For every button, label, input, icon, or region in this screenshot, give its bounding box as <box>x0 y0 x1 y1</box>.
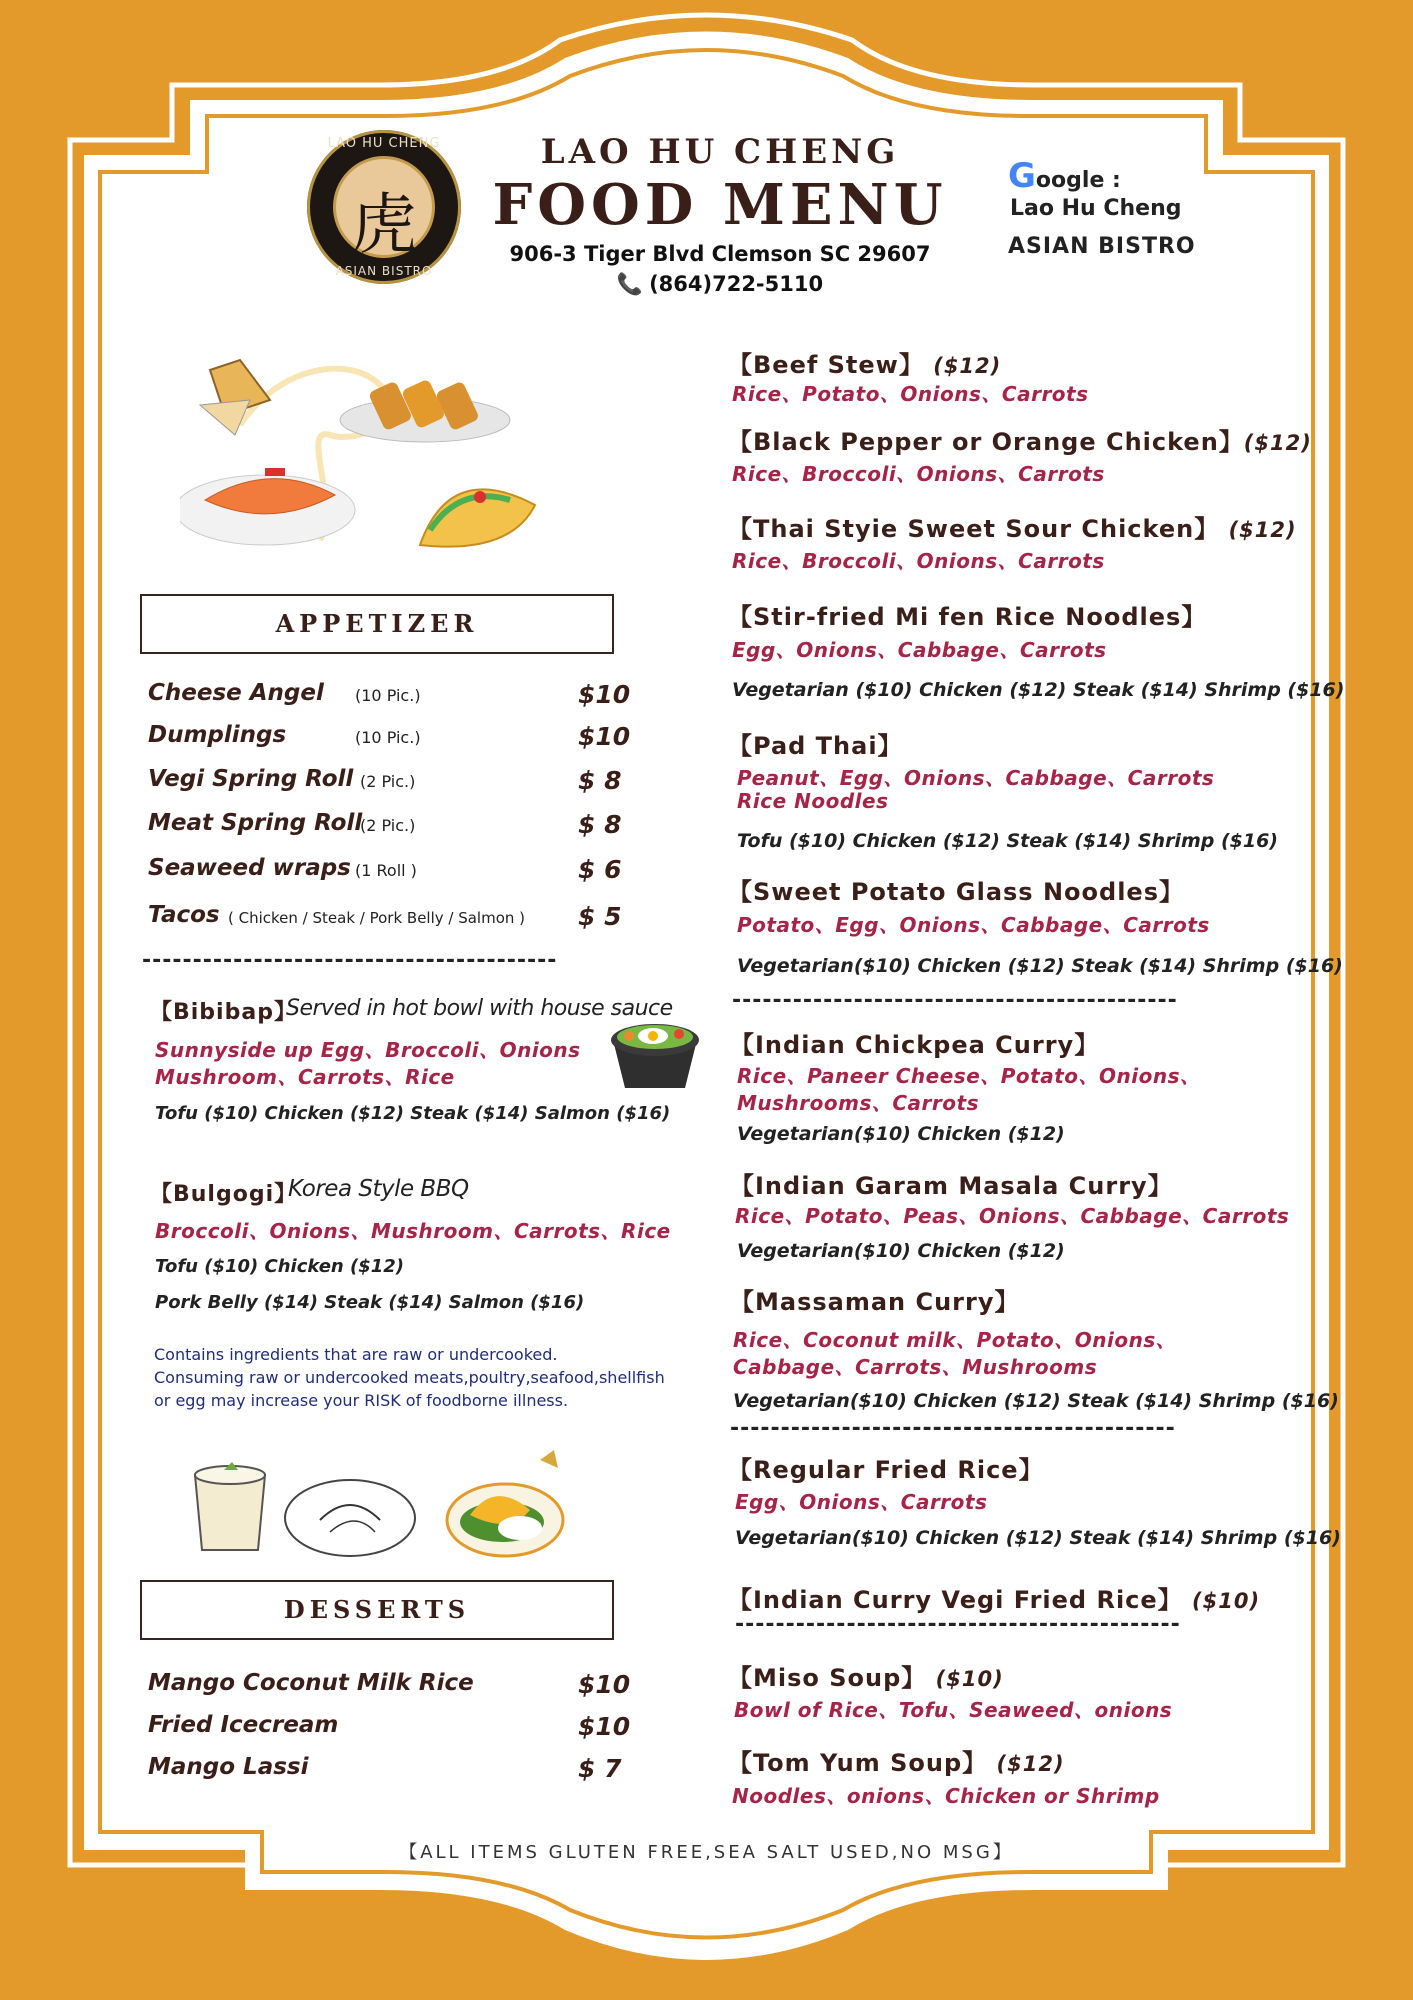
desserts-section-title: DESSERTS <box>140 1580 614 1640</box>
item-name: 【Black Pepper or Orange Chicken】 <box>728 428 1244 456</box>
item-ingredients: Rice、Potato、Peas、Onions、Cabbage、Carrots <box>735 1204 1290 1228</box>
appetizer-qty: (10 Pic.) <box>355 686 421 705</box>
appetizer-qty: ( Chicken / Steak / Pork Belly / Salmon ) <box>228 909 526 927</box>
menu-item-title <box>728 422 1312 457</box>
logo-top-text: LAO HU CHENG <box>327 136 441 151</box>
menu-item-title: 【Sweet Potato Glass Noodles】 <box>728 878 1184 906</box>
bulgogi-subtitle: Korea Style BBQ <box>288 1176 469 1202</box>
dessert-name: Fried Icecream <box>148 1712 339 1738</box>
page-title: FOOD MENU <box>492 172 948 238</box>
menu-item-title: 【Pad Thai】 <box>728 732 903 760</box>
item-ingredients: Potato、Egg、Onions、Cabbage、Carrots <box>737 913 1210 937</box>
bibibap-subtitle: Served in hot bowl with house sauce <box>286 996 673 1021</box>
dessert-name: Mango Coconut Milk Rice <box>148 1670 474 1696</box>
phone-line[interactable] <box>480 272 960 297</box>
menu-item-title: 【Indian Garam Masala Curry】 <box>730 1172 1173 1200</box>
appetizer-name: Meat Spring Roll <box>148 810 363 836</box>
appetizer-qty: (2 Pic.) <box>360 816 416 835</box>
footer-note: 【ALL ITEMS GLUTEN FREE,SEA SALT USED,NO MSG】 <box>399 1842 1014 1863</box>
google-line-name: Lao Hu Cheng <box>1010 196 1182 221</box>
phone-number: (864)722-5110 <box>649 272 824 296</box>
item-ingredients: Rice、Broccoli、Onions、Carrots <box>732 549 1105 573</box>
menu-item-title <box>728 509 1297 544</box>
divider-left: ----------------------------------------- <box>142 948 558 973</box>
notice-line: or egg may increase your RISK of foodborne illness. <box>154 1391 569 1410</box>
item-name: 【Beef Stew】 <box>728 351 924 379</box>
item-name: 【Indian Curry Vegi Fried Rice】 <box>728 1586 1183 1614</box>
dessert-price: $10 <box>578 1670 631 1699</box>
appetizer-price: $ 8 <box>578 766 622 795</box>
bibimbap-bowl-icon <box>605 1010 705 1095</box>
menu-item-title <box>728 1658 1004 1693</box>
item-prices: Tofu ($10) Chicken ($12) Steak ($14) Shrimp ($16) <box>737 830 1278 852</box>
mango-lassi-cup-icon <box>195 1462 265 1550</box>
item-prices: Vegetarian($10) Chicken ($12) <box>737 1123 1065 1145</box>
appetizer-name: Dumplings <box>148 722 287 748</box>
appetizer-qty: (2 Pic.) <box>360 772 416 791</box>
brand-name: LAO HU CHENG <box>540 132 900 172</box>
dessert-price: $10 <box>578 1712 631 1741</box>
menu-item-title: 【Massaman Curry】 <box>730 1288 1020 1316</box>
appetizer-name: Vegi Spring Roll <box>148 766 354 792</box>
dessert-name: Mango Lassi <box>148 1754 309 1780</box>
menu-item-title <box>728 1743 1065 1778</box>
menu-item-title <box>728 345 1001 380</box>
bulgogi-prices: Pork Belly ($14) Steak ($14) Salmon ($16) <box>155 1292 585 1313</box>
appetizer-qty: (1 Roll ) <box>355 861 417 880</box>
item-ingredients: Rice、Coconut milk、Potato、Onions、 <box>733 1328 1177 1352</box>
item-prices: Vegetarian ($10) Chicken ($12) Steak ($14) Shrimp ($16) <box>732 679 1345 701</box>
item-ingredients: Egg、Onions、Carrots <box>735 1490 988 1514</box>
appetizer-price: $10 <box>578 722 631 751</box>
menu-item-title: 【Indian Chickpea Curry】 <box>730 1031 1100 1059</box>
restaurant-logo <box>307 130 461 284</box>
item-ingredients: Mushrooms、Carrots <box>737 1091 979 1115</box>
google-label: oogle : <box>1035 168 1121 193</box>
item-price: ($12) <box>996 1752 1065 1776</box>
notice-line: Contains ingredients that are raw or undercooked. <box>154 1345 558 1364</box>
item-ingredients: Peanut、Egg、Onions、Cabbage、Carrots <box>737 766 1215 790</box>
item-ingredients: Bowl of Rice、Tofu、Seaweed、onions <box>734 1698 1173 1722</box>
item-prices: Vegetarian($10) Chicken ($12) Steak ($14) Shrimp ($16) <box>733 1390 1339 1412</box>
item-name: 【Miso Soup】 <box>728 1664 927 1692</box>
item-prices: Vegetarian($10) Chicken ($12) Steak ($14) Shrimp ($16) <box>737 955 1343 977</box>
bibibap-title: 【Bibibap】 <box>150 1000 297 1025</box>
appetizer-qty: (10 Pic.) <box>355 728 421 747</box>
appetizer-price: $ 6 <box>578 855 622 884</box>
divider-right: -------------------------------------------- <box>730 1416 1176 1441</box>
menu-item-title: 【Stir-fried Mi fen Rice Noodles】 <box>728 603 1207 631</box>
dessert-price: $ 7 <box>578 1754 622 1783</box>
item-prices: Vegetarian($10) Chicken ($12) <box>737 1240 1065 1262</box>
logo-bottom-text: ASIAN BISTRO <box>335 264 433 278</box>
item-price: ($10) <box>935 1667 1004 1691</box>
menu-item-title <box>728 1580 1260 1615</box>
item-price: ($12) <box>933 354 1002 378</box>
fried-icecream-plate-icon <box>285 1480 415 1556</box>
logo-tiger-glyph: 虎 <box>351 186 417 263</box>
item-ingredients: Cabbage、Carrots、Mushrooms <box>733 1355 1098 1379</box>
bibibap-prices: Tofu ($10) Chicken ($12) Steak ($14) Salmon ($16) <box>155 1103 671 1124</box>
divider-right: -------------------------------------------- <box>732 988 1178 1013</box>
bibibap-ingredients: Mushroom、Carrots、Rice <box>155 1065 455 1089</box>
notice-line: Consuming raw or undercooked meats,poultry,seafood,shellfish <box>154 1368 665 1387</box>
appetizer-price: $10 <box>578 680 631 709</box>
item-ingredients: Egg、Onions、Cabbage、Carrots <box>732 638 1107 662</box>
mango-sticky-rice-icon <box>447 1450 563 1556</box>
item-name: 【Tom Yum Soup】 <box>728 1749 988 1777</box>
appetizer-section-title: APPETIZER <box>140 594 614 654</box>
item-ingredients: Rice、Potato、Onions、Carrots <box>732 382 1089 406</box>
appetizer-price: $ 5 <box>578 902 622 931</box>
appetizer-name: Cheese Angel <box>148 680 324 706</box>
appetizer-price: $ 8 <box>578 810 622 839</box>
item-price: ($12) <box>1228 518 1297 542</box>
spring-roll-plate-icon <box>340 379 510 442</box>
appetizer-illustration <box>180 355 560 570</box>
bibibap-ingredients: Sunnyside up Egg、Broccoli、Onions <box>155 1038 581 1062</box>
appetizer-name: Seaweed wraps <box>148 855 351 881</box>
google-g-icon: G <box>1008 156 1036 196</box>
item-ingredients: Noodles、onions、Chicken or Shrimp <box>732 1784 1160 1808</box>
raw-food-notice <box>154 1343 665 1412</box>
menu-item-title: 【Regular Fried Rice】 <box>728 1456 1044 1484</box>
item-price: ($10) <box>1192 1589 1261 1613</box>
phone-icon: 📞 <box>616 272 644 296</box>
item-prices: Vegetarian($10) Chicken ($12) Steak ($14) Shrimp ($16) <box>735 1527 1341 1549</box>
item-ingredients: Rice、Paneer Cheese、Potato、Onions、 <box>737 1064 1201 1088</box>
bulgogi-title: 【Bulgogi】 <box>150 1182 298 1207</box>
item-name: 【Thai Styie Sweet Sour Chicken】 <box>728 515 1220 543</box>
appetizer-name: Tacos <box>148 902 220 928</box>
dumpling-plate-icon <box>180 468 355 545</box>
item-price: ($12) <box>1243 431 1312 455</box>
cheese-angel-icon <box>200 360 270 435</box>
google-listing[interactable] <box>1008 156 1121 196</box>
bulgogi-prices: Tofu ($10) Chicken ($12) <box>155 1256 405 1277</box>
taco-icon <box>420 489 535 546</box>
dessert-illustration <box>190 1440 570 1565</box>
divider-right: -------------------------------------------- <box>735 1612 1181 1637</box>
address-text: 906-3 Tiger Blvd Clemson SC 29607 <box>509 242 931 266</box>
google-line-bistro: ASIAN BISTRO <box>1008 234 1196 259</box>
bulgogi-ingredients: Broccoli、Onions、Mushroom、Carrots、Rice <box>155 1219 671 1243</box>
item-ingredients: Rice Noodles <box>737 789 889 813</box>
item-ingredients: Rice、Broccoli、Onions、Carrots <box>732 462 1105 486</box>
